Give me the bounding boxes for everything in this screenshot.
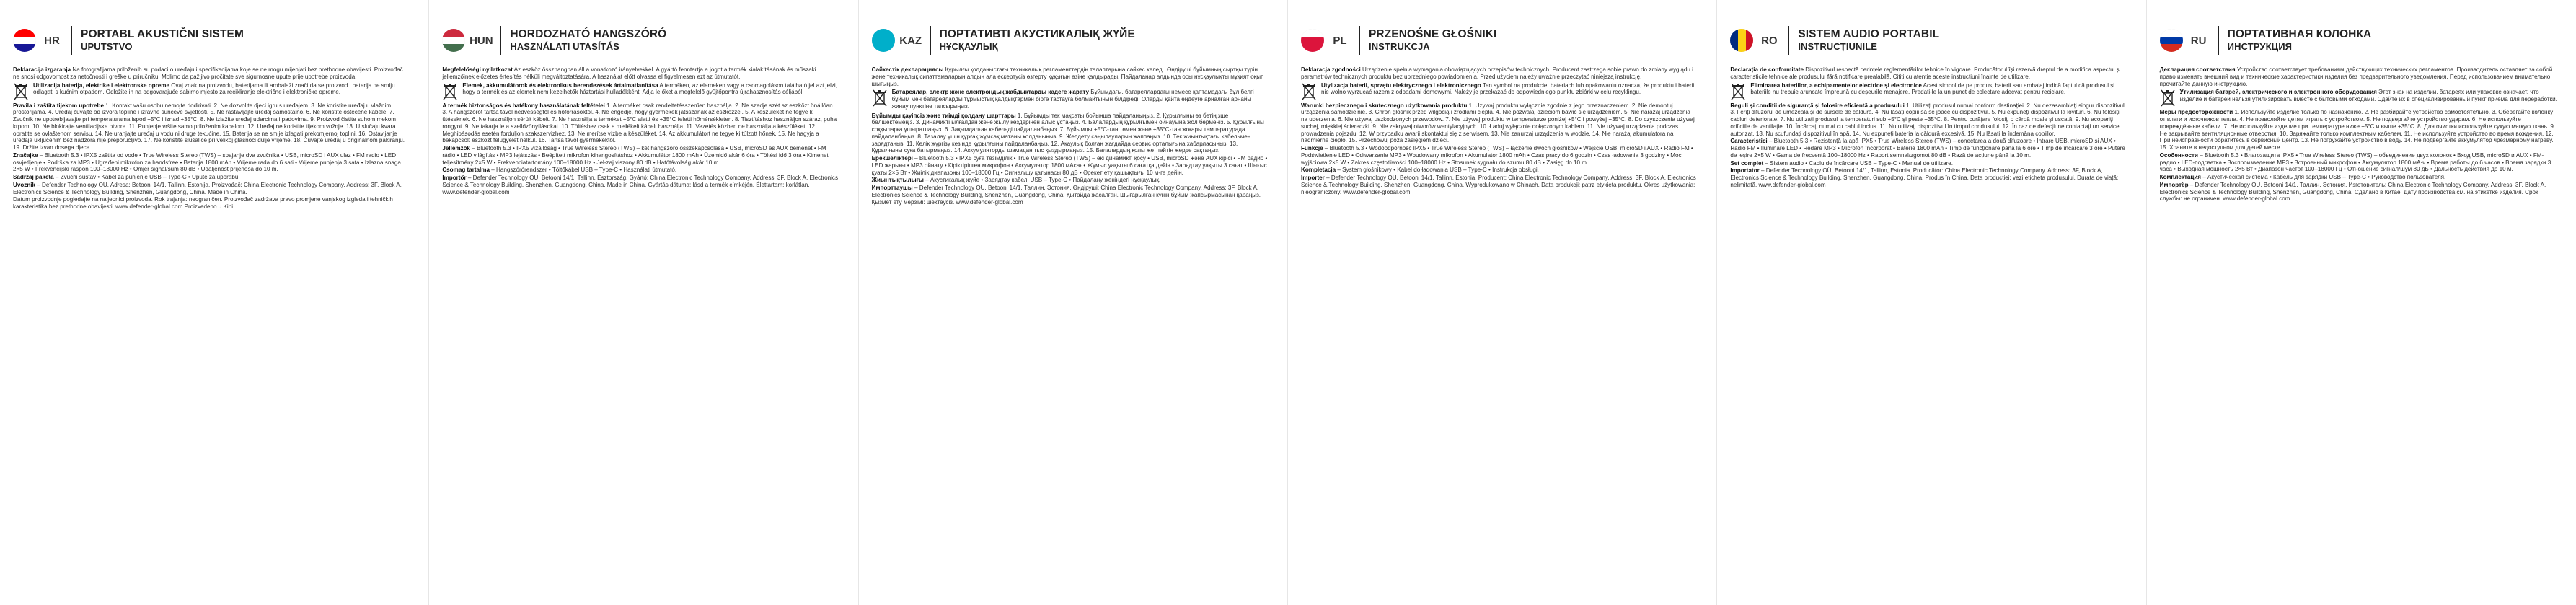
section-heading: Импорттаушы [871,185,913,191]
manual-title [1798,28,1939,53]
section-heading: Importator [1730,167,1760,175]
manual-title [1369,28,1496,53]
section-text: Datum proizvodnje pogledajte na naljepnici proizvoda. Rok trajanja: neograničen. Proizvođač zadržava pravo promjene vanjskog izgleda i tehničkih karakteristika bez prethodne obavijesti. www.defender-global.com Proizvedeno u Kini. [13,196,393,210]
crossed-bin-icon [1730,82,1746,101]
manual-section [13,102,410,151]
manual-section: Комплектация – Акустическая система • Кабель для зарядки USB – Type-C • Руководство пользователя. [2159,174,2446,180]
section-text: 1. Бұйымды тек мақсаты бойынша пайдаланыңыз. 2. Құрылғыны өз бетіңізше бөлшектемеңіз. 3. Динамикті ылғалдан және жылу көздерінен алыс ұстаңыз. 4. Балалардың құрылғымен ойнауына жол бермеңіз. 5. Құрылғыны соққыларға ұшыратпаңыз. 6. Зақымдалған кабельді пайдаланбаңыз. 7. Бұйымды +5°C-тан төмен және +35°C-тан жоғары температурада пайдаланбаңыз. 8. Тазалау үшін құрғақ жұмсақ матаны қолданыңыз. 9. Желдету саңылауларын жаппаңыз. 10. Тек жиынтықтағы кабельмен зарядтаңыз. 11. Көлік жүргізу кезінде құрылғыны пайдаланбаңыз. 12. Ақаулық болған жағдайда сервис орталығына хабарласыңыз. 13. Құрылғыны суға батырмаңыз. 14. Аккумуляторды шамадан тыс қыздырмаңыз. 15. Балалардың қолы жетпейтін жерде сақтаңыз. [871,112,1264,154]
section-text: Бұйымдағы, батареялардағы немесе қаптамадағы бұл белгі бұйым мен батареяларды тұрмыстық қалдықтармен бірге тастауға болмайтынын білдіреді. Оларды қайта өңдеуге арналған арнайы жинау пунктіне тапсырыңыз. [891,89,1254,110]
manual-section: Импорттаушы – Defender Technology OÜ. Betooni 14/1, Таллин, Эстония. Өндіруші: China Electronic Technology Company. Address: 3F, Block A, Electronics Science & Technology Building, Shenzhen, Guangdong, China. Қытайда жасалған. Шығарылған күнін бұйым жапсырмасынан қараңыз. Қызмет ету мерзімі: шектеусіз. www.defender-global.com [871,185,1261,206]
section-text: 1. Używaj produktu wyłącznie zgodnie z jego przeznaczeniem. 2. Nie demontuj urządzenia samodzielnie. 3. Chroń głośnik przed wilgocią i źródłami ciepła. 4. Nie pozwalaj dzieciom bawić się urządzeniem. 5. Nie narażaj urządzenia na uderzenia. 6. Nie używaj uszkodzonych przewodów. 7. Nie używaj produktu w temperaturze poniżej +5°C i powyżej +35°C. 8. Do czyszczenia używaj suchej, miękkiej ściereczki. 9. Nie zakrywaj otworów wentylacyjnych. 10. Ładuj wyłącznie dołączonym kablem. 11. Nie używaj urządzenia podczas prowadzenia pojazdu. 12. W przypadku awarii skontaktuj się z serwisem. 13. Nie zanurzaj urządzenia w wodzie. 14. Nie narażaj akumulatora na nadmierne ciepło. 15. Przechowuj poza zasięgiem dzieci. [1300,102,1695,144]
section-heading: Caracteristici [1730,138,1768,145]
section-text: Акустическая система • Кабель для зарядки USB – Type-C • Руководство пользователя. [2207,174,2446,180]
manual-section [1301,66,1698,81]
manual-section: Особенности – Bluetooth 5.3 • Влагозащита IPX5 • True Wireless Stereo (TWS) – объединение двух колонок • Вход USB, microSD и AUX • FM-радио • LED-подсветка • Воспроизведение MP3 • Встроенный микрофон • Аккумулятор 1800 мА·ч • Время работы до 6 часов • Время зарядки 3 часа • Выходная мощность 2×5 Вт • Диапазон частот 100–18000 Гц • Отношение сигнал/шум 80 дБ • Дальность действия до 10 м. [2159,151,2551,173]
manual-section [892,89,1269,110]
section-text: Устройство соответствует требованиям действующих технических регламентов. Производитель оставляет за собой право изменять внешний вид и технические характеристики изделия без предварительного уведомления. Перед использованием внимательно прочитайте данную инструкцию. [2159,66,2553,87]
section-text: Acest simbol de pe produs, baterii sau ambalaj indică faptul că produsul și bateriile nu trebuie aruncate împreună cu deșeurile menajere. Predați-le la un punct de colectare adecvat pentru reciclare. [1750,81,2115,96]
manual-section [1730,102,2127,138]
manual-section [2160,66,2557,87]
section-heading: Бұйымды қауіпсіз және тиімді қолдану шарттары [871,112,1016,119]
product-title: ПОРТАТИВТІ АКУСТИКАЛЫҚ ЖҮЙЕ [939,28,1135,40]
section-text: Sistem audio • Cablu de încărcare USB – Type-C • Manual de utilizare. [1770,159,1954,167]
manual-section: Funkcje – Bluetooth 5.3 • Wodoodporność IPX5 • True Wireless Stereo (TWS) – łączenie dwóch głośników • Wejście USB, microSD i AUX • Radio FM • Podświetlenie LED • Odtwarzanie MP3 • Wbudowany mikrofon • Akumulator 1800 mAh • Czas pracy do 6 godzin • Czas ładowania 3 godziny • Moc wyjściowa 2×5 W • Zakres częstotliwości 100–18000 Hz • Stosunek sygnału do szumu 80 dB • Zasięg do 10 m. [1300,145,1693,166]
manual-section: Kompletacja – System głośnikowy • Kabel do ładowania USB – Type-C • Instrukcja obsługi. [1300,167,1539,174]
manual-body [1730,66,2127,189]
section-text: Ovaj znak na proizvodu, baterijama ili ambalaži znači da se proizvod i baterija ne smiju odlagati s kućnim otpadom. Odložite ih na odgovarajuće sabirno mjesto za recikliranje električne i elektroničke opreme. [33,81,395,96]
manual-subtitle: HASZNÁLATI UTASÍTÁS [510,41,619,52]
manual-body [1301,66,1698,195]
section-text: Defender Technology OÜ. Betooni 14/1, Tallinn, Estonia. Producent: China Electronic Technology Company. Address: 3F, Block A, Electronics Science & Technology Building, Shenzhen, Guangdong, China. Wyprodukowano w Chinach. Data produkcji: patrz etykieta produktu. Okres użytkowania: nieograniczony. www.defender-global.com [1300,175,1696,195]
crossed-bin-icon [2160,89,2176,107]
section-heading: Комплектация [2159,174,2202,180]
column-ru [2147,0,2576,605]
product-title: ПОРТАТИВНАЯ КОЛОНКА [2227,28,2372,40]
manual-section [1321,82,1698,100]
recycling-notice [442,82,839,101]
manual-subtitle: UPUTSTVO [81,41,133,52]
column-header [2160,25,2557,56]
flag-icon [2160,29,2183,52]
section-text: Құрылғы қолданыстағы техникалық регламенттердің талаптарына сәйкес келеді. Өндіруші бұйымның сыртқы түрін және техникалық сипаттамаларын алдын ала ескертусіз өзгерту құқығын өзіне қалдырады. Пайдаланар алдында осы нұсқаулықты мұқият оқып шығыңыз. [871,66,1264,87]
section-heading: Sadržaj paketa [13,174,54,180]
section-heading: Eliminarea bateriilor, a echipamentelor electrice și electronice [1750,81,1922,89]
manual-section: Caracteristici – Bluetooth 5.3 • Rezistență la apă IPX5 • True Wireless Stereo (TWS) – conectarea a două difuzoare • Intrare USB, microSD și AUX • Radio FM • Iluminare LED • Redare MP3 • Microfon încorporat • Baterie 1800 mAh • Timp de funcționare până la 6 ore • Timp de încărcare 3 ore • Putere de ieșire 2×5 W • Gama de frecvență 100–18000 Hz • Raport semnal/zgomot 80 dB • Rază de acțiune până la 10 m. [1730,138,2125,159]
manual-section: Жиынтықтылығы – Акустикалық жүйе • Зарядтау кабелі USB – Type-C • Пайдалану жөніндегі нұсқаулық. [871,177,1161,184]
section-text: Defender Technology OÜ. Betooni 14/1, Tallinn, Estonia. Producător: China Electronic Technology Company. Address: 3F, Block A, Electronics Science & Technology Building, Shenzhen, Guangdong, China. Produs în China. Data producției: vezi eticheta produsului. Durata de viață: nelimitată. www.defender-global.com [1730,167,2119,188]
section-heading: Uvoznik [13,181,36,188]
language-code: RU [2190,34,2207,47]
recycling-notice [2160,89,2557,107]
column-header [1730,25,2127,56]
product-title: PRZENOŚNE GŁOŚNIKI [1368,28,1497,40]
column-pl [1288,0,1717,605]
section-text: Urządzenie spełnia wymagania obowiązujących przepisów technicznych. Producent zastrzega sobie prawo do zmiany wyglądu i parametrów technicznych produktu bez uprzedniego powiadomienia. Przed użyciem należy uważnie przeczytać niniejszą instrukcję. [1300,66,1693,80]
section-heading: Declarația de conformitate [1730,66,1804,73]
crossed-bin-icon [872,89,888,107]
flag-icon [1301,29,1324,52]
manual-section: Importator – Defender Technology OÜ. Betooni 14/1, Tallinn, Estonia. Producător: China Electronic Technology Company. Address: 3F, Block A, Electronics Science & Technology Building, Shenzhen, Guangdong, China. Produs în China. Data producției: vezi eticheta produsului. Durata de viață: nelimitată. www.defender-global.com [1730,167,2119,188]
section-heading: Jellemzők [442,145,471,151]
section-heading: Elemek, akkumulátorok és elektronikus berendezések ártalmatlanítása [462,81,658,89]
section-text: Bluetooth 5.3 • IPX5 суға төзімділік • True Wireless Stereo (TWS) – екі динамикті қосу • USB, microSD және AUX кірісі • FM радио • LED жарығы • MP3 ойнату • Кіріктірілген микрофон • Аккумулятор 1800 мАсағ • Жұмыс уақыты 6 сағатқа дейін • Зарядтау уақыты 3 сағат • Шығыс қуаты 2×5 Вт • Жиілік диапазоны 100–18000 Гц • Сигнал/шу қатынасы 80 дБ • Әрекет ету қашықтығы 10 м-ге дейін. [871,155,1268,176]
section-text: Этот знак на изделии, батареях или упаковке означает, что изделие и батареи нельзя утилизировать вместе с бытовыми отходами. Сдайте их в специализированный пункт приёма для переработки. [2179,89,2557,102]
section-heading: Set complet [1730,159,1764,167]
manual-section: Csomag tartalma – Hangszórórendszer • Töltőkábel USB – Type-C • Használati útmutató. [442,167,677,174]
manual-body [13,66,410,211]
manual-section [462,82,839,100]
manual-section: Jellemzők – Bluetooth 5.3 • IPX5 vízállóság • True Wireless Stereo (TWS) – két hangszóró összekapcsolása • USB, microSD és AUX bemenet • FM rádió • LED világítás • MP3 lejátszás • Beépített mikrofon kihangosításhoz • Akkumulátor 1800 mAh • Üzemidő akár 6 óra • Töltési idő 3 óra • Kimeneti teljesítmény 2×5 W • Frekvenciatartomány 100–18000 Hz • Jel-zaj viszony 80 dB • Hatótávolság akár 10 m. [442,145,830,166]
manual-section [872,66,1269,87]
header-divider [500,26,501,55]
manual-section [2180,89,2557,107]
language-code: HUN [469,34,493,47]
product-title: HORDOZHATÓ HANGSZÓRÓ [510,28,667,40]
section-heading: Ерекшеліктері [871,155,913,162]
section-text: Bluetooth 5.3 • Влагозащита IPX5 • True Wireless Stereo (TWS) – объединение двух колонок • Вход USB, microSD и AUX • FM-радио • LED-подсветка • Воспроизведение MP3 • Встроенный микрофон • Аккумулятор 1800 мА·ч • Время работы до 6 часов • Время зарядки 3 часа • Выходная мощность 2×5 Вт • Диапазон частот 100–18000 Гц • Отношение сигнал/шум 80 дБ • Дальность действия до 10 м. [2159,151,2551,173]
manual-title [510,28,666,53]
language-code: PL [1333,34,1347,47]
section-heading: Megfelelőségi nyilatkozat [442,66,513,73]
header-divider [1788,26,1789,55]
section-text: Dispozitivul respectă cerințele reglementărilor tehnice în vigoare. Producătorul își rezervă dreptul de a modifica aspectul și caracteristicile tehnice ale produsului fără notificare prealabilă. Citiți cu atenție aceste instrucțiuni înainte de utilizare. [1730,66,2121,80]
manual-section: Sadržaj paketa – Zvučni sustav • Kabel za punjenje USB – Type-C • Upute za uporabu. [13,174,240,180]
section-heading: Pravila i zaštita tijekom upotrebe [13,102,104,109]
section-heading: Утилизация батарей, электрического и электронного оборудования [2179,89,2377,96]
manual-section [1301,102,1698,145]
section-text: Bluetooth 5.3 • Wodoodporność IPX5 • True Wireless Stereo (TWS) – łączenie dwóch głośników • Wejście USB, microSD i AUX • Radio FM • Podświetlenie LED • Odtwarzanie MP3 • Wbudowany mikrofon • Akumulator 1800 mAh • Czas pracy do 6 godzin • Czas ładowania 3 godziny • Moc wyjściowa 2×5 W • Zakres częstotliwości 100–18000 Hz • Stosunek sygnału do szumu 80 dB • Zasięg do 10 m. [1300,145,1693,166]
manual-body [2160,66,2557,203]
section-text: Zvučni sustav • Kabel za punjenje USB – Type-C • Upute za uporabu. [60,174,240,180]
section-heading: Импортёр [2159,181,2189,188]
manual-subtitle: INSTRUCȚIUNILE [1798,41,1878,52]
manual-title [81,28,244,53]
flag-icon [872,29,895,52]
manual-section: Импортёр – Defender Technology OÜ. Betooni 14/1, Таллин, Эстония. Изготовитель: China Electronic Technology Company. Address: 3F, Block A, Electronics Science & Technology Building, Shenzhen, Guangdong, China. Сделано в Китае. Дату производства см. на этикетке изделия. Срок службы: не ограничен. www.defender-global.com [2159,181,2546,203]
section-heading: Importőr [442,175,467,181]
manual-section [33,82,410,100]
crossed-bin-icon [442,82,458,101]
section-text: Defender Technology OÜ. Adresa: Betooni 14/1, Tallinn, Estonija. Proizvođač: China Electronic Technology Company. Address: 3F, Block A, Electronics Science & Technology Building, Shenzhen, Guangdong, China. Made in China. [13,181,402,195]
section-heading: Importer [1300,175,1325,181]
recycling-notice [1730,82,2127,101]
manual-section: Ерекшеліктері – Bluetooth 5.3 • IPX5 суға төзімділік • True Wireless Stereo (TWS) – екі динамикті қосу • USB, microSD және AUX кірісі • FM радио • LED жарығы • MP3 ойнату • Кіріктірілген микрофон • Аккумулятор 1800 мАсағ • Жұмыс уақыты 6 сағатқа дейін • Зарядтау уақыты 3 сағат • Шығыс қуаты 2×5 Вт • Жиілік диапазоны 100–18000 Гц • Сигнал/шу қатынасы 80 дБ • Әрекет ету қашықтығы 10 м-ге дейін. [871,155,1268,176]
section-text: Bluetooth 5.3 • IPX5 zaštita od vode • True Wireless Stereo (TWS) – spajanje dva zvučnika • USB, microSD i AUX ulaz • FM radio • LED osvjetljenje • Podrška za MP3 • Ugrađeni mikrofon za handsfree • Baterija 1800 mAh • Vrijeme rada do 6 sati • Vrijeme punjenja 3 sata • Izlazna snaga 2×5 W • Frekvencijski raspon 100–18000 Hz • Omjer signal/šum 80 dB • Udaljenost prijenosa do 10 m. [13,151,401,173]
section-heading: Warunki bezpiecznego i skutecznego użytkowania produktu [1300,102,1468,109]
manual-section: Značajke – Bluetooth 5.3 • IPX5 zaštita od vode • True Wireless Stereo (TWS) – spajanje dva zvučnika • USB, microSD i AUX ulaz • FM radio • LED osvjetljenje • Podrška za MP3 • Ugrađeni mikrofon za handsfree • Baterija 1800 mAh • Vrijeme rada do 6 sati • Vrijeme punjenja 3 sata • Izlazna snaga 2×5 W • Frekvencijski raspon 100–18000 Hz • Omjer signal/šum 80 dB • Udaljenost prijenosa do 10 m. [13,151,401,173]
manual-section: Uvoznik – Defender Technology OÜ. Adresa: Betooni 14/1, Tallinn, Estonija. Proizvođač: China Electronic Technology Company. Address: 3F, Block A, Electronics Science & Technology Building, Shenzhen, Guangdong, China. Made in China. [13,181,402,195]
column-ro [1717,0,2146,605]
manual-title [2228,28,2372,53]
flag-icon [442,29,465,52]
section-text: Hangszórórendszer • Töltőkábel USB – Type-C • Használati útmutató. [496,167,677,174]
column-header [1301,25,1698,56]
language-code: KAZ [899,34,922,47]
manual-title [940,28,1135,53]
section-heading: A termék biztonságos és hatékony használatának feltételei [442,102,605,109]
header-divider [2218,26,2219,55]
manual-body [872,66,1269,206]
section-heading: Utylizacja baterii, sprzętu elektrycznego i elektronicznego [1320,81,1481,89]
manual-section [1730,66,2127,81]
section-text: 1. A terméket csak rendeltetésszerűen használja. 2. Ne szedje szét az eszközt önállóan. 3. A hangszórót tartsa távol nedvességtől és hőforrásoktól. 4. Ne engedje, hogy gyermekek játsszanak az eszközzel. 5. A készüléket ne tegye ki ütéseknek. 6. Ne használjon sérült kábelt. 7. Ne használja a terméket +5°C alatti és +35°C feletti hőmérsékleten. 8. Tisztításhoz használjon száraz, puha rongyot. 9. Ne takarja le a szellőzőnyílásokat. 10. Töltéshez csak a mellékelt kábelt használja. 11. Vezetés közben ne használja a készüléket. 12. Meghibásodás esetén forduljon szakszervizhez. 13. Ne merítse vízbe a készüléket. 14. Az akkumulátort ne tegye ki túlzott hőnek. 15. Ne hagyja a bekapcsolt eszközt felügyelet nélkül. 16. Tartsa távol gyermekektől. [442,102,837,144]
language-code: RO [1761,34,1778,47]
manual-body [442,66,839,195]
section-heading: Utilizacija baterija, elektrike i elektronske opreme [33,81,169,89]
manual-section [13,66,410,81]
manual-section [442,102,839,145]
section-heading: Csomag tartalma [442,167,490,174]
section-text: Ten symbol na produkcie, bateriach lub opakowaniu oznacza, że produktu i baterii nie wolno wyrzucać razem z odpadami domowymi. Należy je przekazać do odpowiedniego punktu zbiórki w celu recyklingu. [1320,81,1695,96]
column-kaz [859,0,1288,605]
manual-subtitle: ИНСТРУКЦИЯ [2227,41,2293,52]
section-text: Акустикалық жүйе • Зарядтау кабелі USB – Type-C • Пайдалану жөніндегі нұсқаулық. [930,177,1161,184]
section-text: 1. Utilizați produsul numai conform destinației. 2. Nu dezasamblați singur dispozitivul. 3. Feriți difuzorul de umezeală și de sursele de căldură. 4. Nu lăsați copiii să se joace cu dispozitivul. 5. Nu expuneți dispozitivul la lovituri. 6. Nu folosiți cabluri deteriorate. 7. Nu utilizați produsul la temperaturi sub +5°C și peste +35°C. 8. Pentru curățare folosiți o cârpă moale și uscată. 9. Nu acoperiți orificiile de ventilație. 10. Încărcați numai cu cablul inclus. 11. Nu utilizați dispozitivul în timpul condusului. 12. În caz de defecțiune contactați un service autorizat. 13. Nu scufundați dispozitivul în apă. 14. Nu expuneți bateria la căldură excesivă. 15. Nu lăsați la îndemâna copiilor. [1730,102,2127,137]
manual-section: Importőr – Defender Technology OÜ. Betooni 14/1, Tallinn, Észtország. Gyártó: China Electronic Technology Company. Address: 3F, Block A, Electronics Science & Technology Building, Shenzhen, Guangdong, China. Made in China. Gyártás dátuma: lásd a termék címkéjén. Élettartam: korlátlan. www.defender-global.com [442,175,839,195]
recycling-notice [13,82,410,101]
section-text: A terméken, az elemeken vagy a csomagoláson található jel azt jelzi, hogy a termék és az elemek nem kezelhetők háztartási hulladékként. Adja le őket a megfelelő gyűjtőpontra újrahasznosítás céljából. [462,81,837,96]
manual-section: Importer – Defender Technology OÜ. Betooni 14/1, Tallinn, Estonia. Producent: China Electronic Technology Company. Address: 3F, Block A, Electronics Science & Technology Building, Shenzhen, Guangdong, China. Wyprodukowano w Chinach. Data produkcji: patrz etykieta produktu. Okres użytkowania: nieograniczony. www.defender-global.com [1300,175,1696,195]
manual-section [13,196,410,211]
crossed-bin-icon [1301,82,1317,101]
product-title: PORTABL AKUSTIČNI SISTEM [81,28,244,40]
section-text: Defender Technology OÜ. Betooni 14/1, Tallinn, Észtország. Gyártó: China Electronic Technology Company. Address: 3F, Block A, Electronics Science & Technology Building, Shenzhen, Guangdong, China. Made in China. Gyártás dátuma: lásd a termék címkéjén. Élettartam: korlátlan. www.defender-global.com [442,175,839,195]
column-header [442,25,839,56]
section-heading: Značajke [13,151,38,159]
section-heading: Декларация соответствия [2159,66,2236,73]
recycling-notice [1301,82,1698,101]
crossed-bin-icon [13,82,29,101]
section-heading: Батареялар, электр және электрондық жабдықтарды кәдеге жарату [891,89,1090,96]
section-heading: Особенности [2159,151,2198,159]
section-text: Defender Technology OÜ. Betooni 14/1, Таллин, Эстония. Изготовитель: China Electronic Technology Company. Address: 3F, Block A, Electronics Science & Technology Building, Shenzhen, Guangdong, China. Сделано в Китае. Дату производства см. на этикетке изделия. Срок службы: не ограничен. www.defender-global.com [2159,181,2546,203]
section-text: 1. Используйте изделие только по назначению. 2. Не разбирайте устройство самостоятельно. 3. Оберегайте колонку от влаги и источников тепла. 4. Не позволяйте детям играть с устройством. 5. Не подвергайте устройство ударам. 6. Не используйте повреждённые кабели. 7. Не используйте изделие при температуре ниже +5°C и выше +35°C. 8. Для очистки используйте сухую мягкую ткань. 9. Не закрывайте вентиляционные отверстия. 10. Заряжайте только комплектным кабелем. 11. Не используйте устройство во время вождения. 12. При неисправности обратитесь в сервисный центр. 13. Не погружайте устройство в воду. 14. Не подвергайте аккумулятор чрезмерному нагреву. 15. Храните в недоступном для детей месте. [2159,109,2556,151]
section-text: 1. Kontakt vašu osobu nemojte dodirivati. 2. Ne dozvolite djeci igru s uređajem. 3. Ne koristite uređaj u vlažnim prostorijama. 4. Uređaj čuvajte od izvora topline i izravne sunčeve svjetlosti. 5. Ne rastavljajte uređaj samostalno. 6. Ne koristite oštećene kabele. 7. Zvučnik ne upotrebljavajte pri temperaturama ispod +5°C i iznad +35°C. 8. Ne izlažite uređaj udarcima i padovima. 9. Proizvod čistite suhom mekom krpom. 10. Ne blokirajte ventilacijske otvore. 11. Punjenje vršite samo priloženim kabelom. 12. Uređaj ne koristite tijekom vožnje. 13. U slučaju kvara obratite se ovlaštenom servisu. 14. Ne uranjajte uređaj u vodu ni druge tekućine. 15. Baterija se ne smije izlagati prekomjernoj toplini. 16. Ostavljanje uređaja uključenim bez nadzora nije preporučljivo. 17. Ne koristite slušalice pri velikoj glasnoći dulje vrijeme. 18. Čuvajte uređaj u originalnom pakiranju. 19. Držite izvan dosega djece. [13,102,405,151]
section-text: Na fotografijama priloženih su podaci o uređaju i specifikacijama koje se ne mogu mijenjati bez prethodne obavijesti. Proizvođač ne snosi odgovornost za netočnosti i greške u priručniku. Molimo da pažljivo pročitate sve sigurnosne upute prije upotrebe proizvoda. [13,66,403,80]
manual-section [872,112,1269,155]
section-text: System głośnikowy • Kabel do ładowania USB – Type-C • Instrukcja obsługi. [1342,167,1539,174]
section-text: Defender Technology OÜ. Betooni 14/1, Таллин, Эстония. Өндіруші: China Electronic Technology Company. Address: 3F, Block A, Electronics Science & Technology Building, Shenzhen, Guangdong, China. Қытайда жасалған. Шығарылған күнін бұйым жапсырмасынан қараңыз. Қызмет ету мерзімі: шектеусіз. www.defender-global.com [871,185,1261,206]
flag-icon [1730,29,1753,52]
section-heading: Deklaracja zgodności [1300,66,1361,73]
header-divider [1359,26,1360,55]
section-heading: Меры предосторожности [2159,109,2233,116]
section-text: Az eszköz összhangban áll a vonatkozó irányelvekkel. A gyártó fenntartja a jogot a termék kialakításának és műszaki jellemzőinek előzetes értesítés nélküli megváltoztatására. A használat előtt olvassa el figyelmesen ezt az útmutatót. [442,66,816,80]
column-hun [429,0,858,605]
section-heading: Funkcje [1300,145,1323,151]
column-header [13,25,410,56]
flag-icon [13,29,36,52]
column-header [872,25,1269,56]
section-heading: Reguli și condiții de siguranță și folosire eficientă a produsului [1730,102,1905,109]
section-heading: Kompletacja [1300,167,1336,174]
manual-section [1750,82,2127,100]
manual-section [2160,109,2557,151]
section-heading: Сәйкестік декларациясы [871,66,944,73]
header-divider [930,26,931,55]
column-hr [0,0,429,605]
section-text: Bluetooth 5.3 • Rezistență la apă IPX5 • True Wireless Stereo (TWS) – conectarea a două difuzoare • Intrare USB, microSD și AUX • Radio FM • Iluminare LED • Redare MP3 • Microfon încorporat • Baterie 1800 mAh • Timp de funcționare până la 6 ore • Timp de încărcare 3 ore • Putere de ieșire 2×5 W • Gama de frecvență 100–18000 Hz • Raport semnal/zgomot 80 dB • Rază de acțiune până la 10 m. [1730,138,2125,159]
manual-subtitle: INSTRUKCJA [1368,41,1430,52]
section-heading: Жиынтықтылығы [871,177,924,184]
manual-section: Set complet – Sistem audio • Cablu de încărcare USB – Type-C • Manual de utilizare. [1730,159,1954,167]
section-heading: Deklaracija izgaranja [13,66,71,73]
language-code: HR [44,34,60,47]
header-divider [71,26,72,55]
recycling-notice [872,89,1269,110]
product-title: SISTEM AUDIO PORTABIL [1798,28,1940,40]
section-text: Bluetooth 5.3 • IPX5 vízállóság • True Wireless Stereo (TWS) – két hangszóró összekapcsolása • USB, microSD és AUX bemenet • FM rádió • LED világítás • MP3 lejátszás • Beépített mikrofon kihangosításhoz • Akkumulátor 1800 mAh • Üzemidő akár 6 óra • Töltési idő 3 óra • Kimeneti teljesítmény 2×5 W • Frekvenciatartomány 100–18000 Hz • Jel-zaj viszony 80 dB • Hatótávolság akár 10 m. [442,145,830,166]
manual-subtitle: НҰСҚАУЛЫҚ [939,41,998,52]
manual-section [442,66,839,81]
